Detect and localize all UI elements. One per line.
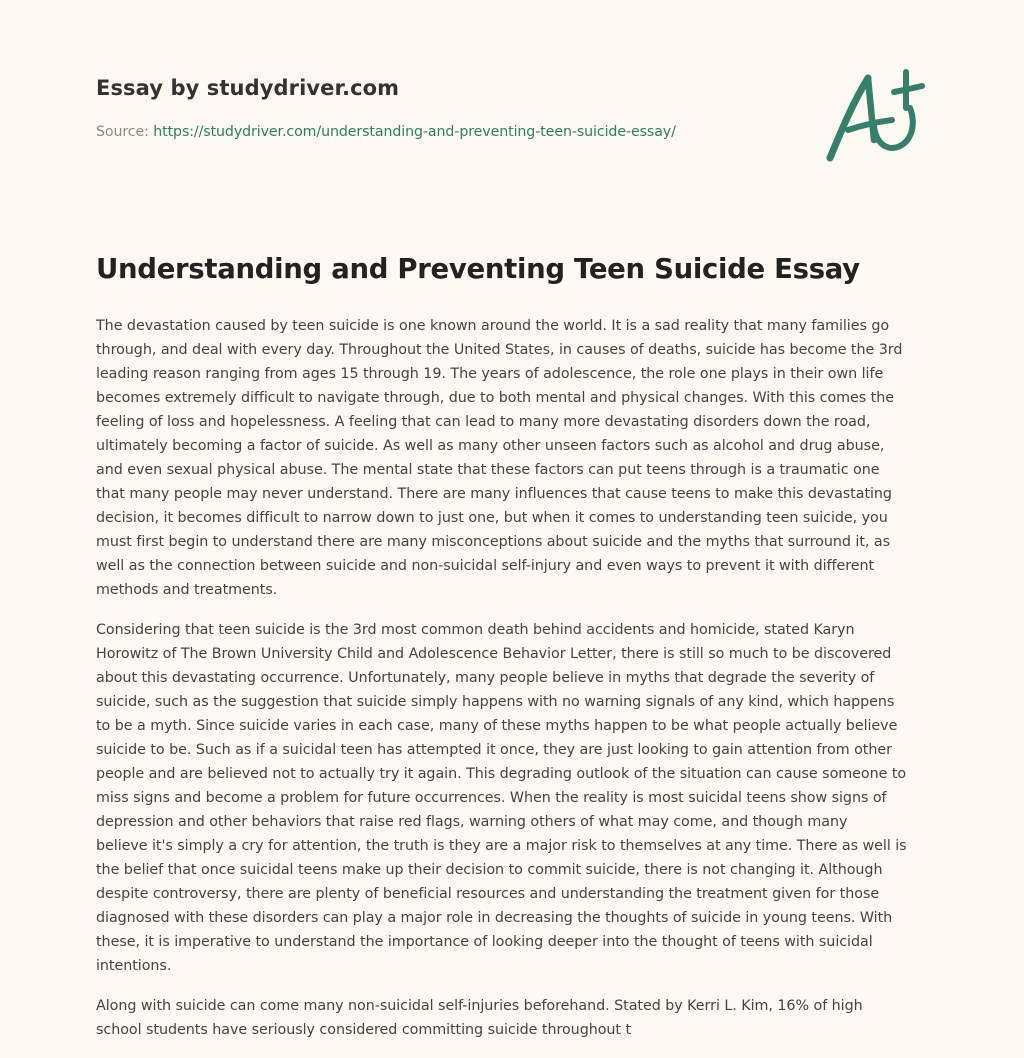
text-line: people and are believed not to actually try it again. This degrading outlook of the situation can cause someone to	[96, 766, 907, 782]
essay-body	[96, 314, 932, 1058]
text-line: decision, it becomes difficult to narrow down to just one, but when it comes to understanding teen suicide, you	[96, 510, 888, 526]
text-line: about this devastating occurrence. Unfortunately, many people believe in myths that degrade the severity of	[96, 670, 875, 686]
essay-paragraph	[96, 994, 932, 1042]
site-title: Essay by studydriver.com	[96, 76, 400, 100]
text-line: to be a myth. Since suicide varies in each case, many of these myths happen to be what people actually believe	[96, 718, 898, 734]
text-line: miss signs and become a problem for future occurrences. When the reality is most suicidal teens show signs of	[96, 790, 887, 806]
text-line: ultimately becoming a factor of suicide. As well as many other unseen factors such as alcohol and drug abuse,	[96, 438, 885, 454]
page-header	[96, 0, 936, 200]
essay-title: Understanding and Preventing Teen Suicide Essay	[96, 253, 860, 285]
text-line: through, and deal with every day. Throughout the United States, in causes of deaths, suicide has become the 3rd	[96, 342, 903, 358]
essay-paragraph	[96, 618, 932, 978]
text-line: and even sexual physical abuse. The mental state that these factors can put teens through is a traumatic one	[96, 462, 880, 478]
text-line: Along with suicide can come many non-suicidal self-injuries beforehand. Stated by Kerri L. Kim, 16% of high	[96, 998, 863, 1014]
a-plus-grade-icon	[824, 64, 928, 164]
text-line: that many people may never understand. There are many influences that cause teens to make this devastating	[96, 486, 892, 502]
source-line	[96, 124, 676, 140]
text-line: despite controversy, there are plenty of beneficial resources and understanding the treatment given for those	[96, 886, 880, 902]
text-line: methods and treatments.	[96, 582, 278, 598]
text-line: Horowitz of The Brown University Child and Adolescence Behavior Letter, there is still so much to be discovered	[96, 646, 892, 662]
text-line: becomes extremely difficult to navigate through, due to both mental and physical changes. With this comes the	[96, 390, 894, 406]
source-label: Source:	[96, 124, 149, 140]
text-line: suicide to be. Such as if a suicidal teen has attempted it once, they are just looking to gain attention from other	[96, 742, 892, 758]
text-line: suicide, such as the suggestion that suicide simply happens with no warning signals of any kind, which happens	[96, 694, 895, 710]
text-line: The devastation caused by teen suicide is one known around the world. It is a sad reality that many families go	[96, 318, 890, 334]
text-line: depression and other behaviors that raise red flags, warning others of what may come, and though many	[96, 814, 848, 830]
text-line: Considering that teen suicide is the 3rd most common death behind accidents and homicide, stated Karyn	[96, 622, 855, 638]
source-link[interactable]: https://studydriver.com/understanding-and-preventing-teen-suicide-essay/	[153, 124, 676, 140]
text-line: diagnosed with these disorders can play a major role in decreasing the thoughts of suicide in young teens. With	[96, 910, 893, 926]
essay-paragraph	[96, 314, 932, 602]
text-line: the belief that once suicidal teens make up their decision to commit suicide, there is not changing it. Although	[96, 862, 883, 878]
text-line: school students have seriously considered committing suicide throughout t	[96, 1022, 632, 1038]
text-line: well as the connection between suicide and non-suicidal self-injury and even ways to prevent it with different	[96, 558, 875, 574]
text-line: believe it's simply a cry for attention, the truth is they are a major risk to themselves at any time. There as well is	[96, 838, 907, 854]
text-line: feeling of loss and hopelessness. A feeling that can lead to many more devastating disorders down the road,	[96, 414, 871, 430]
text-line: intentions.	[96, 958, 172, 974]
text-line: leading reason ranging from ages 15 through 19. The years of adolescence, the role one plays in their own life	[96, 366, 884, 382]
text-line: must first begin to understand there are many misconceptions about suicide and the myths that surround it, as	[96, 534, 890, 550]
text-line: these, it is imperative to understand the importance of looking deeper into the thought of teens with suicidal	[96, 934, 873, 950]
